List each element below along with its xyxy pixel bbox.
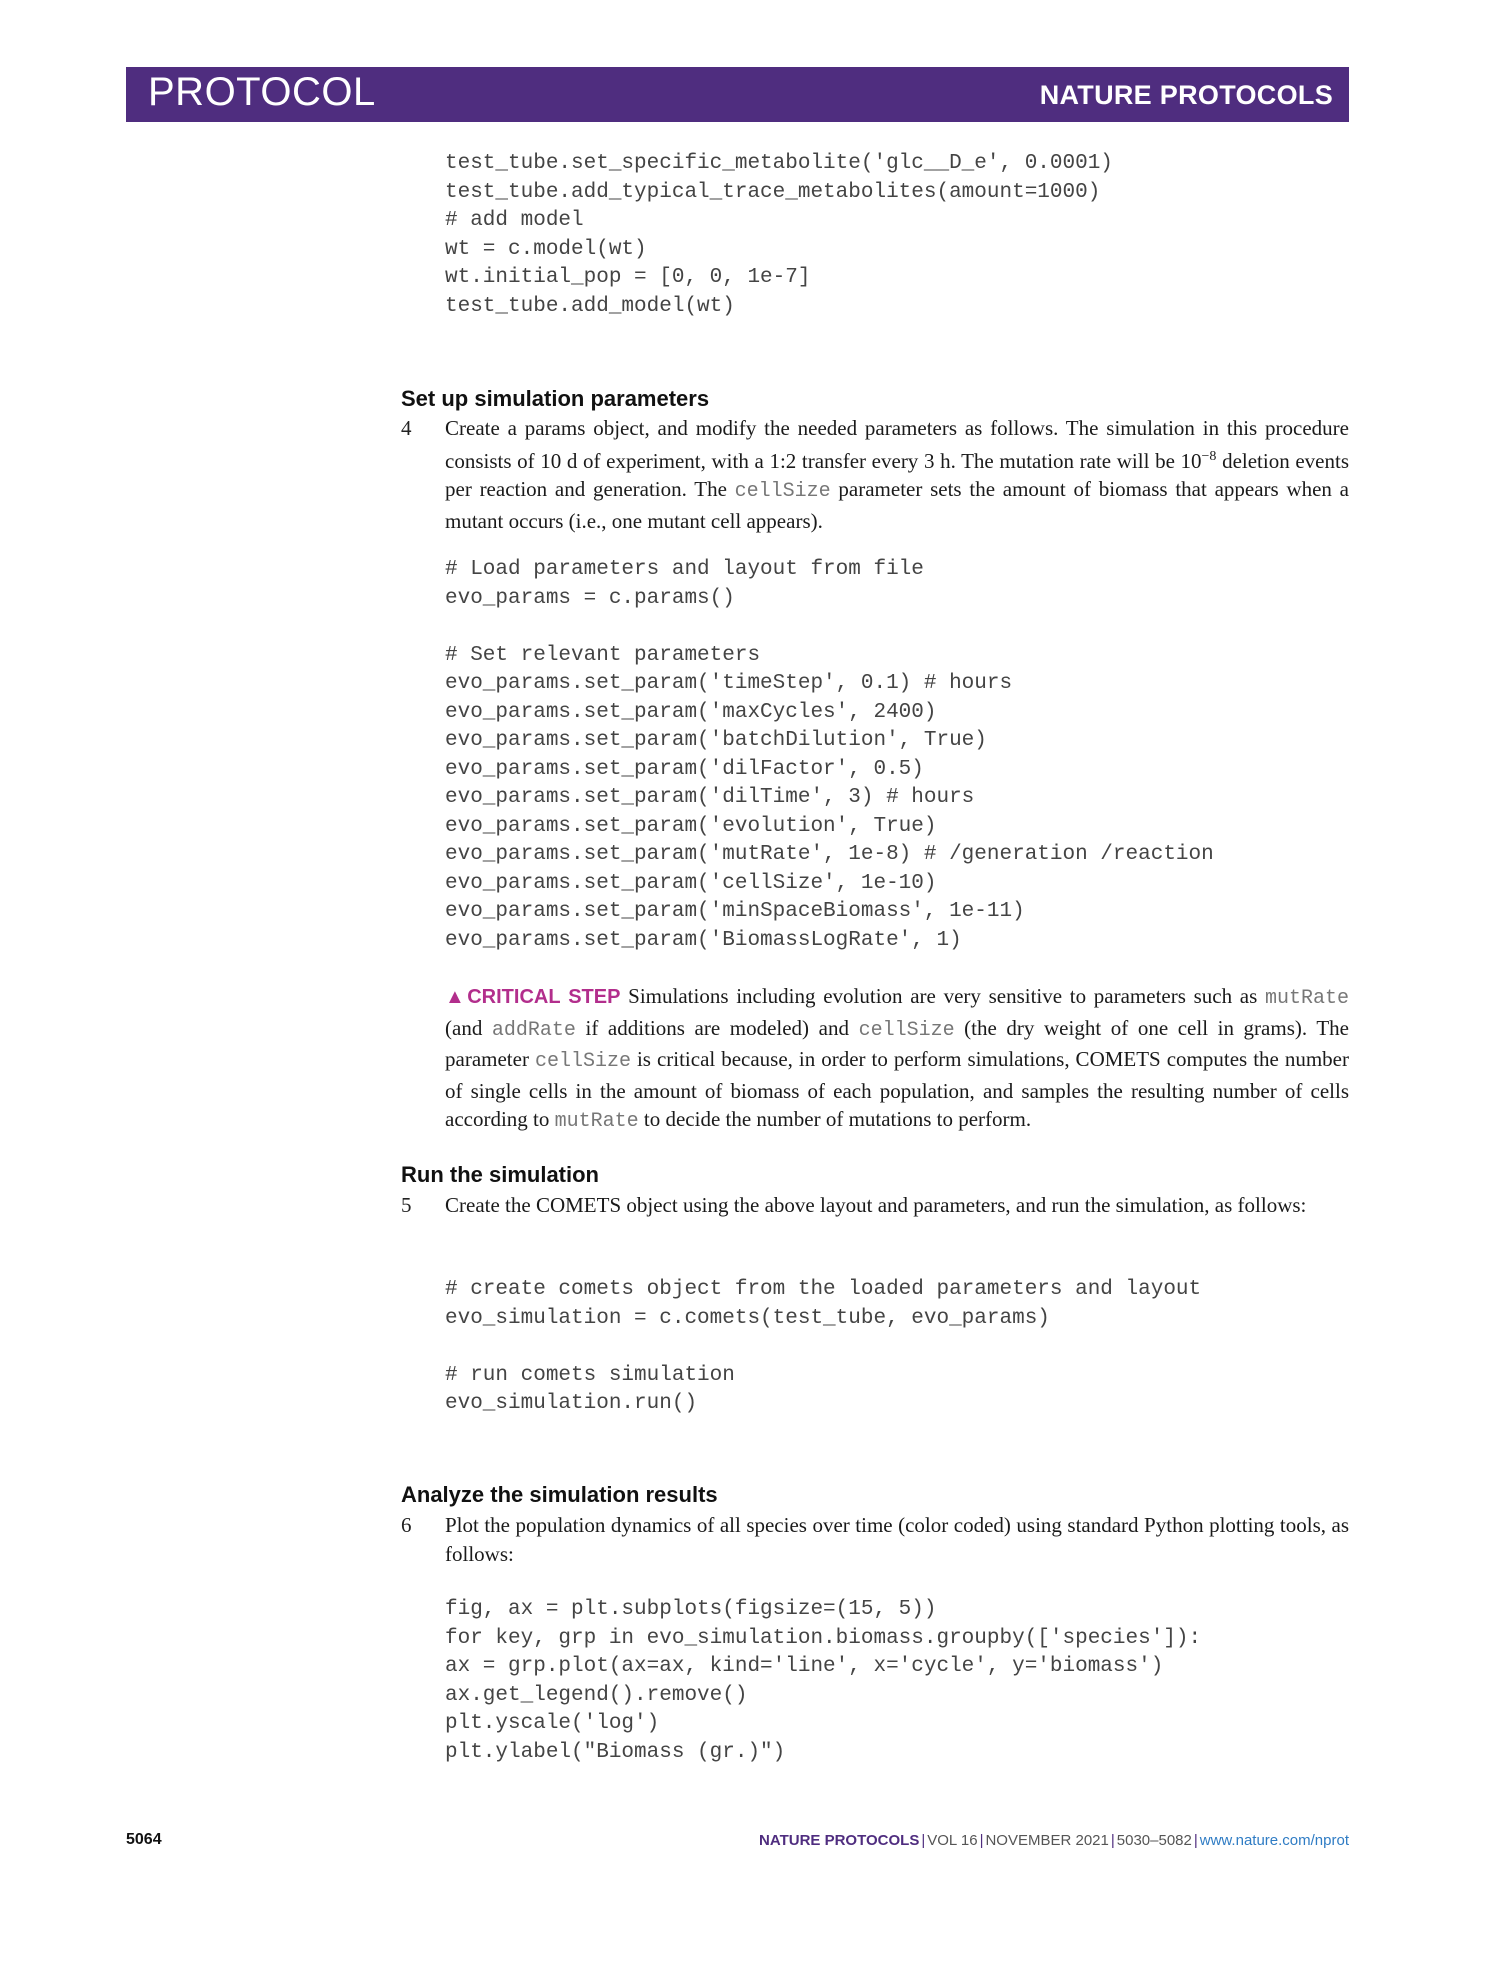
- step-4-text-2: deletion events per reaction and generation. The: [445, 448, 1350, 501]
- inline-code-mutrate-2: mutRate: [554, 1110, 639, 1133]
- step-number-6: 6: [401, 1513, 412, 1537]
- section-heading-analyze: Analyze the simulation results: [401, 1482, 718, 1507]
- section-heading-run: Run the simulation: [401, 1162, 599, 1187]
- step-number-4: 4: [401, 416, 412, 440]
- critical-text-6: to decide the number of mutations to perform.: [638, 1107, 1032, 1131]
- code-block-plot: fig, ax = plt.subplots(figsize=(15, 5)) for key, grp in evo_simulation.biomass.groupby(['species']): ax = grp.plot(ax=ax, kind='line', x='cycle', y='biomass') ax.get_legend().remove() plt.yscale('log') plt.ylabel("Biomass (gr.)"): [445, 1598, 1202, 1764]
- footer-separator: |: [979, 1832, 984, 1849]
- step-5-text: Create the COMETS object using the above layout and parameters, and run the simulation, as follows:: [445, 1193, 1307, 1217]
- footer-journal: NATURE PROTOCOLS: [759, 1832, 920, 1849]
- step-4-text-3: parameter sets the amount of biomass that appears when a mutant occurs (i.e., one mutant cell appears).: [445, 477, 1349, 533]
- footer-url-link[interactable]: www.nature.com/nprot: [1199, 1832, 1349, 1849]
- inline-code-cellsize-3: cellSize: [534, 1050, 631, 1073]
- critical-text-5: is critical because, in order to perform simulations, COMETS computes the number of single cells in the amount of biomass of each population, and samples the resulting number of cells according to: [445, 1047, 1349, 1131]
- journal-label: NATURE PROTOCOLS: [1039, 80, 1333, 110]
- inline-code-mutrate: mutRate: [1265, 987, 1350, 1010]
- critical-text-2: (and: [445, 1015, 492, 1040]
- critical-text-4: (the dry weight of one cell in grams). The parameter: [445, 1015, 1349, 1071]
- footer-separator: |: [1110, 1832, 1115, 1849]
- critical-step-note: [445, 982, 1349, 1137]
- section-label: PROTOCOL: [148, 70, 376, 114]
- footer-separator: |: [1193, 1832, 1198, 1849]
- section-heading-params: Set up simulation parameters: [401, 386, 710, 411]
- footer-date: NOVEMBER 2021: [985, 1832, 1109, 1849]
- inline-code-addrate: addRate: [491, 1018, 576, 1042]
- step-number-5: 5: [401, 1193, 412, 1217]
- header-banner: [126, 67, 1349, 122]
- code-block-model: test_tube.set_specific_metabolite('glc__D_e', 0.0001) test_tube.add_typical_trace_metabolites(amount=1000) # add model wt = c.model(wt) wt.initial_pop = [0, 0, 1e-7] test_tube.add_model(wt): [445, 152, 1113, 318]
- page-number: 5064: [126, 1831, 162, 1848]
- step-6-text: Plot the population dynamics of all species over time (color coded) using standard Python plotting tools, as follows:: [445, 1513, 1349, 1566]
- inline-code-cellsize: cellSize: [734, 480, 831, 503]
- footer-volume: VOL 16: [927, 1832, 978, 1849]
- step-4-text: [445, 414, 1349, 535]
- critical-text-3: if additions are modeled) and: [575, 1015, 859, 1040]
- footer-separator: |: [921, 1832, 926, 1849]
- critical-step-label: ▲CRITICAL STEP: [445, 986, 621, 1008]
- step-4-text-1: Create a params object, and modify the needed parameters as follows. The simulation in this procedure consists of 10 d of experiment, with a 1:2 transfer every 3 h. The mutation rate will be 10: [445, 416, 1349, 473]
- code-block-params: # Load parameters and layout from file evo_params = c.params() # Set relevant parameters evo_params.set_param('timeStep', 0.1) # hours evo_params.set_param('maxCycles', 2400) evo_params.set_param('batchDilution', True) evo_params.set_param('dilFactor', 0.5) evo_params.set_param('dilTime', 3) # hours evo_params.set_param('evolution', True) evo_params.set_param('mutRate', 1e-8) # /generation /reaction evo_params.set_param('cellSize', 1e-10) evo_params.set_param('minSpaceBiomass', 1e-11) evo_params.set_param('BiomassLogRate', 1): [445, 558, 1214, 952]
- footer-pages: 5030–5082: [1116, 1832, 1192, 1849]
- code-block-run: # create comets object from the loaded parameters and layout evo_simulation = c.comets(test_tube, evo_params) # run comets simulation evo_simulation.run(): [445, 1278, 1202, 1415]
- inline-code-cellsize-2: cellSize: [858, 1018, 955, 1042]
- footer-citation: [759, 1832, 1349, 1849]
- critical-text-1: Simulations including evolution are very sensitive to parameters such as: [620, 984, 1265, 1008]
- exponent: −8: [1201, 448, 1217, 464]
